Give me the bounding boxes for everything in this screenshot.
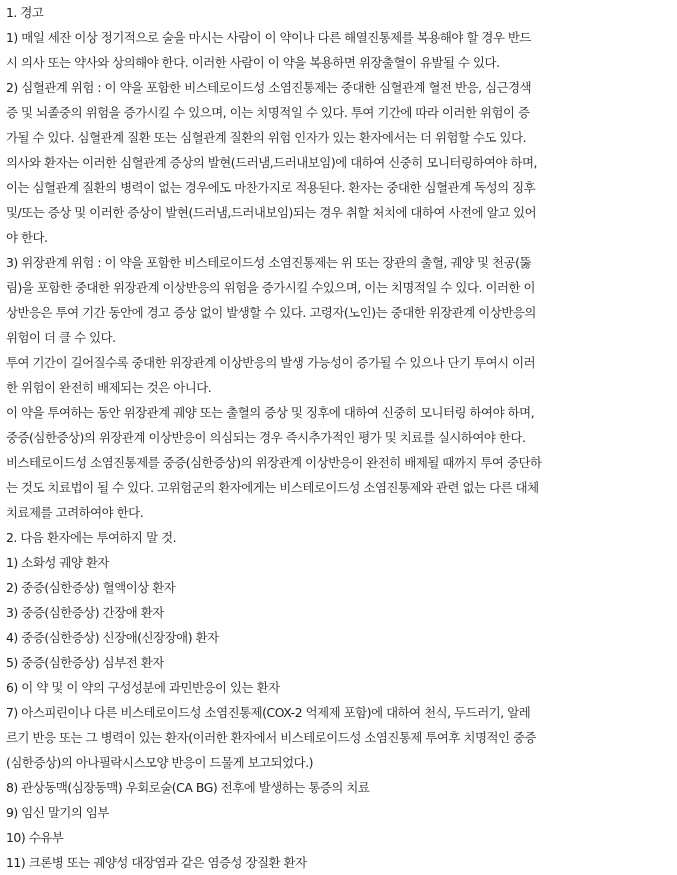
text-line: (심한증상)의 아나필락시스모양 반응이 드물게 보고되었다.) bbox=[6, 755, 314, 770]
text-line: 1. 경고 bbox=[6, 5, 44, 20]
text-line: 르기 반응 또는 그 병력이 있는 환자(이러한 환자에서 비스테로이드성 소염진통제 투여후 치명적인 중증 bbox=[6, 730, 537, 745]
text-line: 중증(심한증상)의 위장관계 이상반응이 의심되는 경우 즉시추가적인 평가 및 치료를 실시하여야 한다. bbox=[6, 430, 526, 445]
text-line: 1) 소화성 궤양 환자 bbox=[6, 555, 109, 570]
text-line: 11) 크론병 또는 궤양성 대장염과 같은 염증성 장질환 환자 bbox=[6, 855, 307, 870]
text-line: 이 약을 투여하는 동안 위장관계 궤양 또는 출혈의 증상 및 징후에 대하여 신중히 모니터링 하여야 하며, bbox=[6, 405, 535, 420]
text-line: 7) 아스피린이나 다른 비스테로이드성 소염진통제(COX-2 억제제 포함)에 대하여 천식, 두드러기, 알레 bbox=[6, 705, 531, 720]
text-line: 투여 기간이 길어질수록 중대한 위장관계 이상반응의 발생 가능성이 증가될 수 있으나 단기 투여시 이러 bbox=[6, 355, 536, 370]
text-line: 및/또는 증상 및 이러한 증상이 발현(드러냄,드러내보임)되는 경우 취할 처치에 대하여 사전에 알고 있어 bbox=[6, 205, 537, 220]
text-line: 이는 심혈관계 질환의 병력이 없는 경우에도 마찬가지로 적용된다. 환자는 중대한 심혈관계 독성의 징후 bbox=[6, 180, 536, 195]
text-line: 림)을 포함한 중대한 위장관계 이상반응의 위험을 증가시킬 수있으며, 이는 치명적일 수 있다. 이러한 이 bbox=[6, 280, 536, 295]
text-line: 10) 수유부 bbox=[6, 830, 64, 845]
text-line: 치료제를 고려하여야 한다. bbox=[6, 505, 144, 520]
text-line: 는 것도 치료법이 될 수 있다. 고위험군의 환자에게는 비스테로이드성 소염진통제와 관련 없는 다른 대체 bbox=[6, 480, 539, 495]
text-line: 9) 임신 말기의 임부 bbox=[6, 805, 109, 820]
text-line: 2) 중증(심한증상) 혈액이상 환자 bbox=[6, 580, 176, 595]
text-line: 5) 중증(심한증상) 심부전 환자 bbox=[6, 655, 164, 670]
text-line: 6) 이 약 및 이 약의 구성성분에 과민반응이 있는 환자 bbox=[6, 680, 280, 695]
text-line: 2. 다음 환자에는 투여하지 말 것. bbox=[6, 530, 177, 545]
text-line: 야 한다. bbox=[6, 230, 48, 245]
text-line: 8) 관상동맥(심장동맥) 우회로술(CA BG) 전후에 발생하는 통증의 치료 bbox=[6, 780, 370, 795]
text-line: 증 및 뇌졸중의 위험을 증가시킬 수 있으며, 이는 치명적일 수 있다. 투여 기간에 따라 이러한 위험이 증 bbox=[6, 105, 530, 120]
text-line: 4) 중증(심한증상) 신장애(신장장애) 환자 bbox=[6, 630, 219, 645]
text-line: 2) 심혈관계 위험 : 이 약을 포함한 비스테로이드성 소염진통제는 중대한 심혈관계 혈전 반응, 심근경색 bbox=[6, 80, 532, 95]
text-line: 가될 수 있다. 심혈관계 질환 또는 심혈관계 질환의 위험 인자가 있는 환자에서는 더 위험할 수도 있다. bbox=[6, 130, 527, 145]
text-line: 1) 매일 세잔 이상 정기적으로 술을 마시는 사람이 이 약이나 다른 해열진통제를 복용해야 할 경우 반드 bbox=[6, 30, 531, 45]
text-line: 비스테로이드성 소염진통제를 중증(심한증상)의 위장관계 이상반응이 완전히 배제될 때까지 투여 중단하 bbox=[6, 455, 542, 470]
text-line: 의사와 환자는 이러한 심혈관계 증상의 발현(드러냄,드러내보임)에 대하여 신중히 모니터링하여야 하며, bbox=[6, 155, 537, 170]
text-line: 3) 위장관계 위험 : 이 약을 포함한 비스테로이드성 소염진통제는 위 또는 장관의 출혈, 궤양 및 천공(뚫 bbox=[6, 255, 531, 270]
text-line: 위험이 더 클 수 있다. bbox=[6, 330, 116, 345]
text-line: 시 의사 또는 약사와 상의해야 한다. 이러한 사람이 이 약을 복용하면 위장출혈이 유발될 수 있다. bbox=[6, 55, 500, 70]
text-line: 3) 중증(심한증상) 간장애 환자 bbox=[6, 605, 164, 620]
text-line: 상반응은 투여 기간 동안에 경고 증상 없이 발생할 수 있다. 고령자(노인)는 중대한 위장관계 이상반응의 bbox=[6, 305, 536, 320]
text-line: 한 위험이 완전히 배제되는 것은 아니다. bbox=[6, 380, 212, 395]
